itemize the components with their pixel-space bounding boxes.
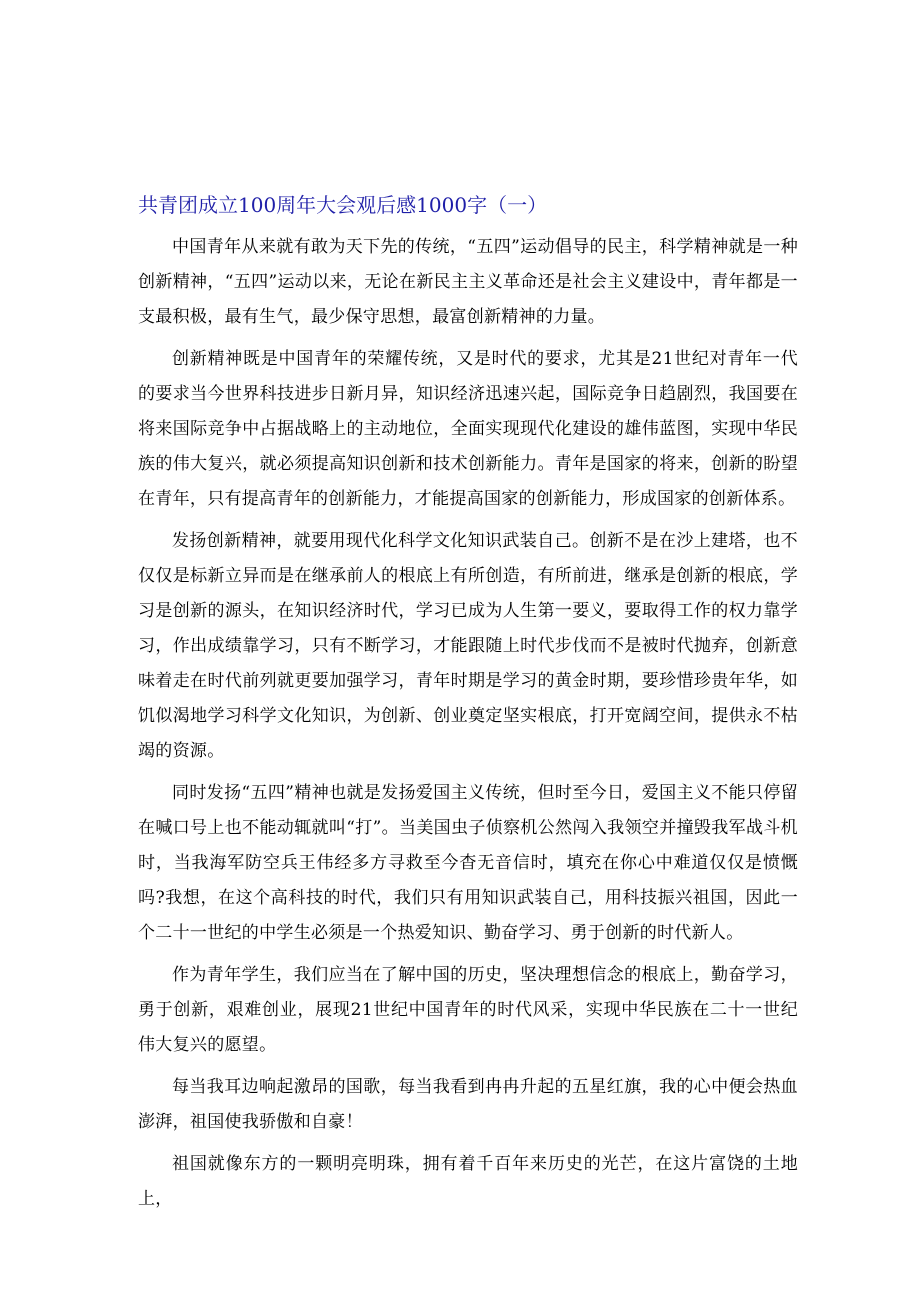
paragraph-1: 中国青年从来就有敢为天下先的传统，“五四”运动倡导的民主，科学精神就是一种创新精神，“五四”运动以来，无论在新民主主义革命还是社会主义建设中，青年都是一支最积极，最有生气，最少保守思想，最富创新精神的力量。 [138, 237, 798, 327]
document-page [138, 190, 798, 1224]
document-title: 共青团成立100周年大会观后感1000字（一） [138, 193, 548, 217]
paragraph-6: 每当我耳边响起激昂的国歌，每当我看到冉冉升起的五星红旗，我的心中便会热血澎湃，祖国使我骄傲和自豪！ [138, 1077, 798, 1132]
paragraph-3: 发扬创新精神，就要用现代化科学文化知识武装自己。创新不是在沙上建塔，也不仅仅是标新立异而是在继承前人的根底上有所创造，有所前进，继承是创新的根底，学习是创新的源头，在知识经济时代，学习已成为人生第一要义，要取得工作的权力靠学习，作出成绩靠学习，只有不断学习，才能跟随上时代步伐而不是被时代抛弃，创新意味着走在时代前列就更要加强学习，青年时期是学习的黄金时期，要珍惜珍贵年华，如饥似渴地学习科学文化知识，为创新、创业奠定坚实根底，打开宽阔空间，提供永不枯竭的资源。 [138, 531, 798, 761]
paragraph-5: 作为青年学生，我们应当在了解中国的历史，坚决理想信念的根底上，勤奋学习，勇于创新，艰难创业，展现21世纪中国青年的时代风采，实现中华民族在二十一世纪伟大复兴的愿望。 [138, 965, 798, 1055]
paragraph-4: 同时发扬“五四”精神也就是发扬爱国主义传统，但时至今日，爱国主义不能只停留在喊口号上也不能动辄就叫“打”。当美国虫子侦察机公然闯入我领空并撞毁我军战斗机时，当我海军防空兵王伟经多方寻救至今杳无音信时，填充在你心中难道仅仅是愤慨吗?我想，在这个高科技的时代，我们只有用知识武装自己，用科技振兴祖国，因此一个二十一世纪的中学生必须是一个热爱知识、勤奋学习、勇于创新的时代新人。 [138, 783, 798, 943]
paragraph-7: 祖国就像东方的一颗明亮明珠，拥有着千百年来历史的光芒，在这片富饶的土地上， [138, 1154, 798, 1209]
paragraph-2: 创新精神既是中国青年的荣耀传统，又是时代的要求，尤其是21世纪对青年一代的要求当今世界科技进步日新月异，知识经济迅速兴起，国际竞争日趋剧烈，我国要在将来国际竞争中占据战略上的主动地位，全面实现现代化建设的雄伟蓝图，实现中华民族的伟大复兴，就必须提高知识创新和技术创新能力。青年是国家的将来，创新的盼望在青年，只有提高青年的创新能力，才能提高国家的创新能力，形成国家的创新体系。 [138, 349, 798, 509]
